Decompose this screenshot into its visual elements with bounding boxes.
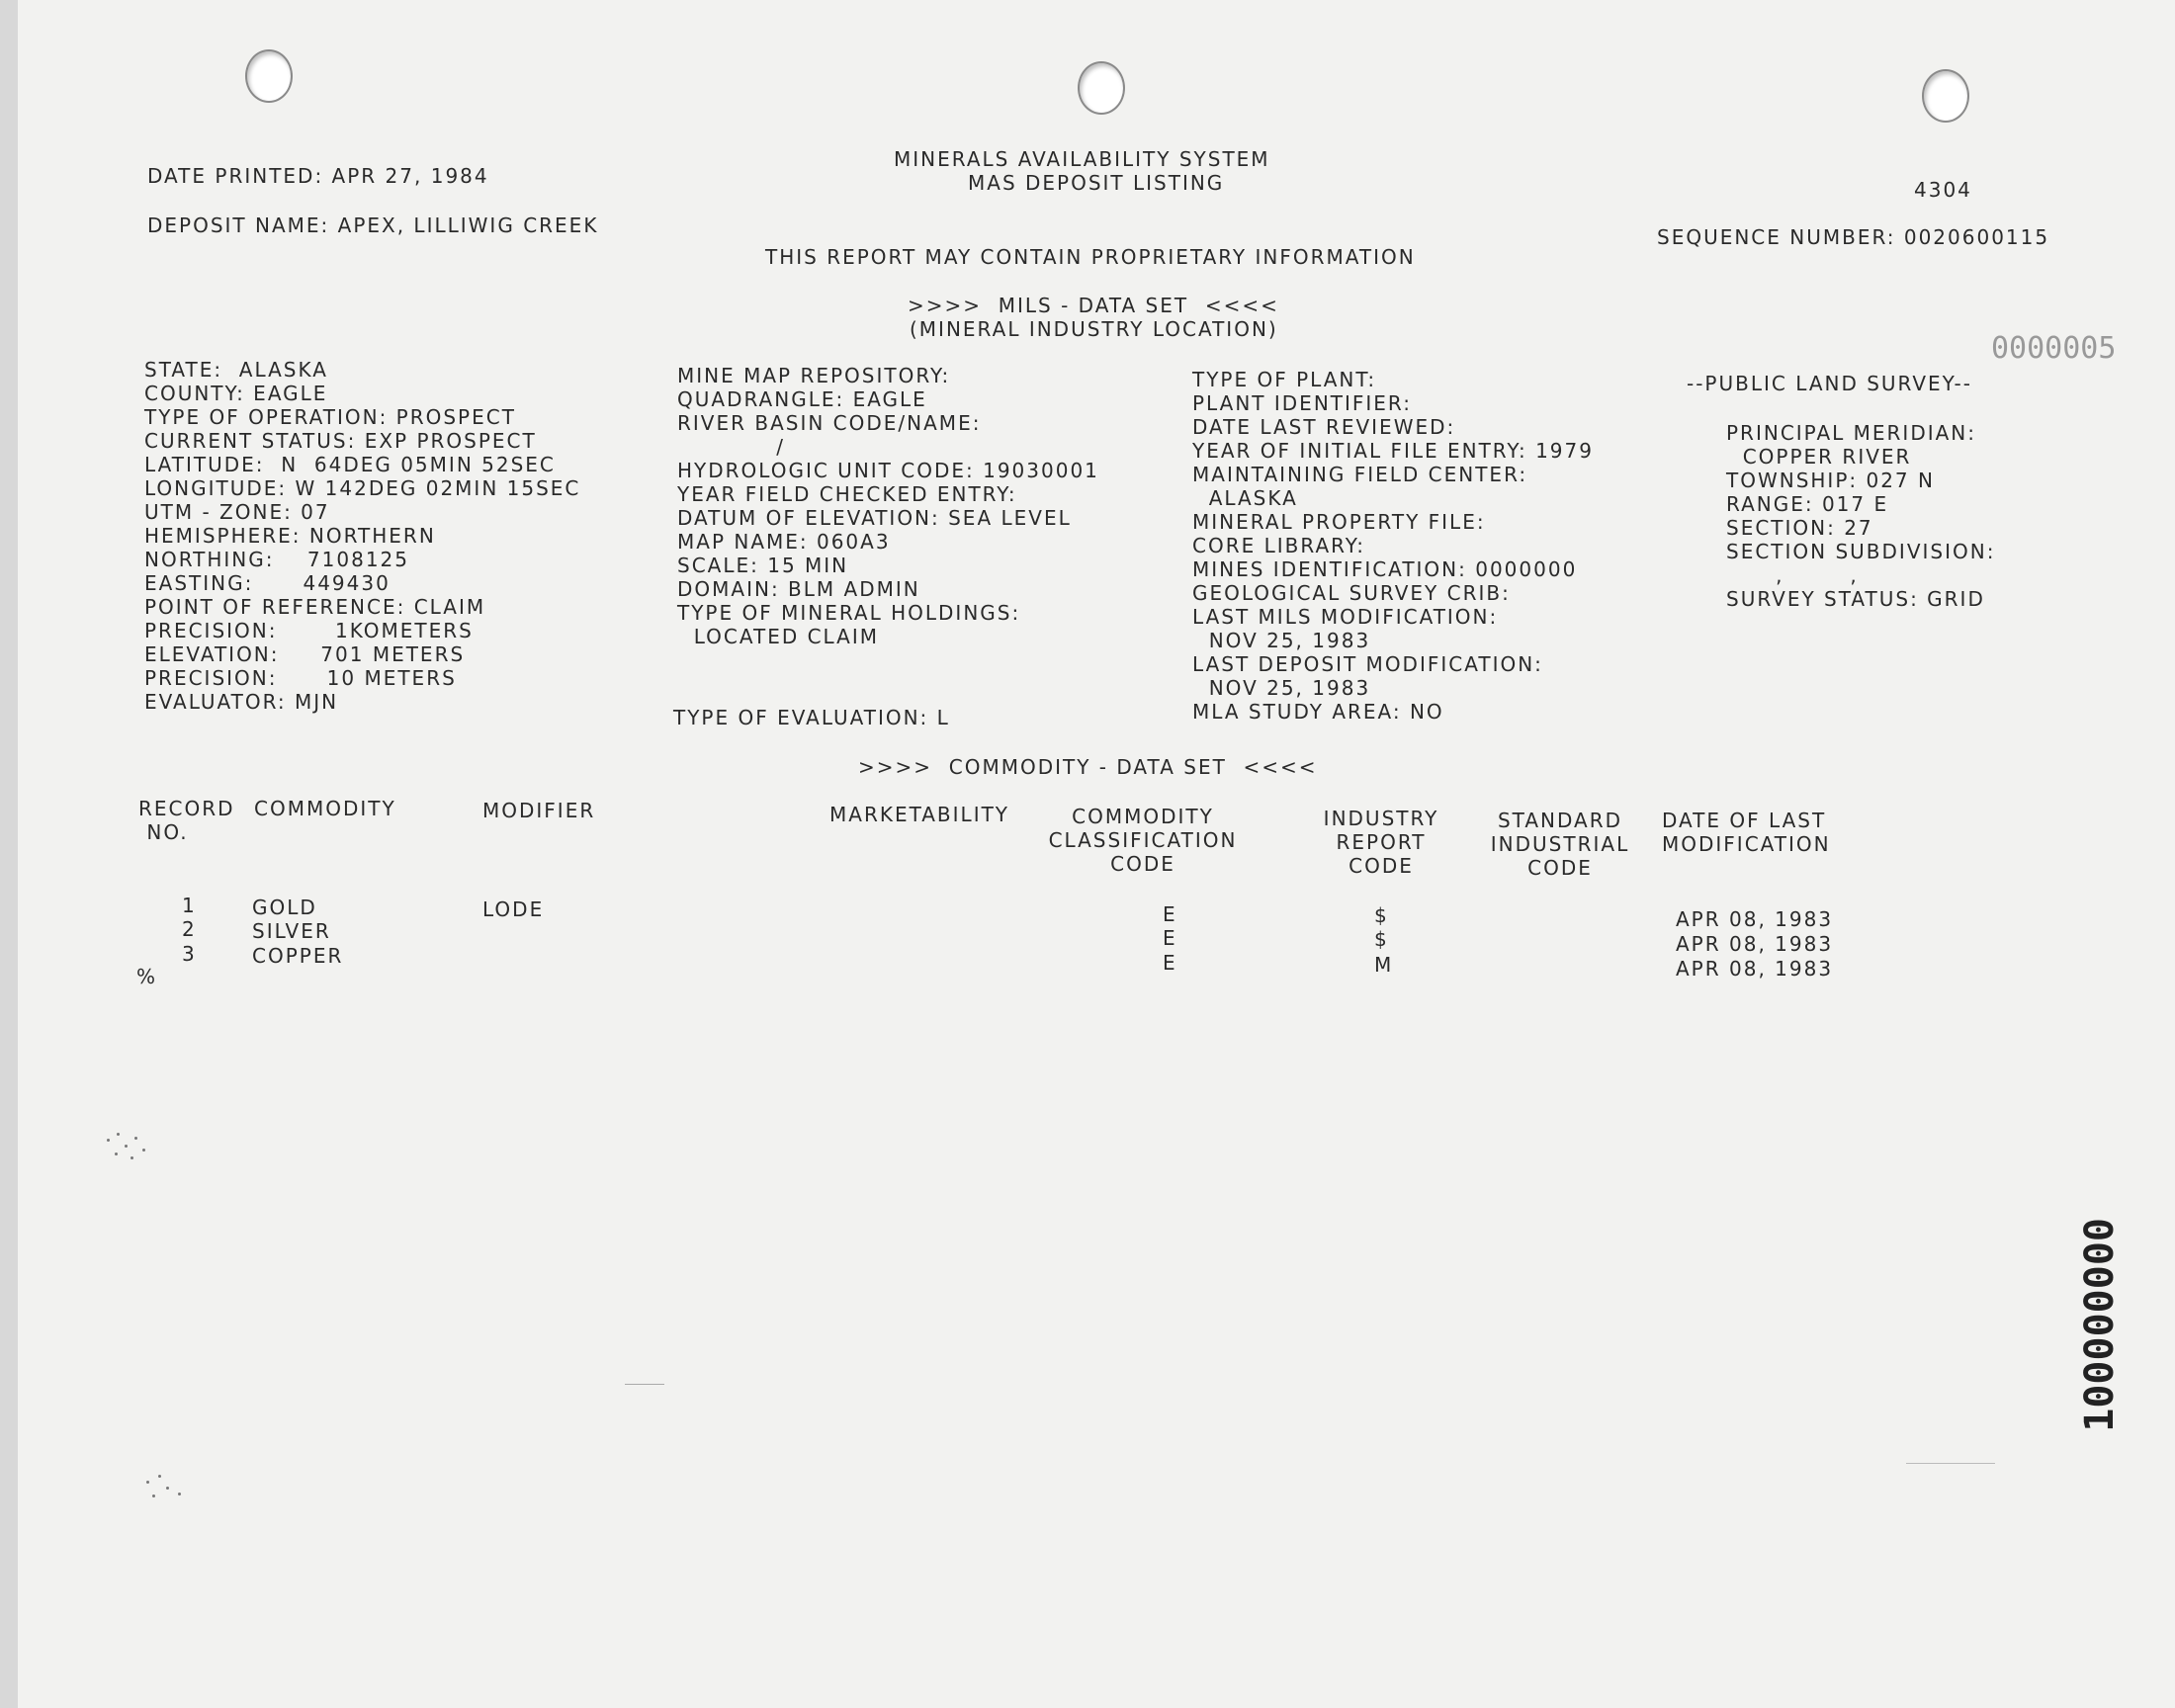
scan-smudge — [142, 1471, 202, 1510]
row-1-modifier: LODE — [482, 897, 545, 921]
date-printed: DATE PRINTED: APR 27, 1984 — [147, 164, 489, 188]
survey-title: --PUBLIC LAND SURVEY-- — [1687, 372, 1972, 395]
speck — [115, 1153, 118, 1155]
hemisphere-line: HEMISPHERE: NORTHERN — [144, 524, 436, 548]
header-marketability: MARKETABILITY — [829, 803, 1010, 826]
binder-hole-left — [245, 49, 293, 103]
scan-smudge — [103, 1127, 162, 1166]
county-line: COUNTY: EAGLE — [144, 382, 328, 405]
state-line: STATE: ALASKA — [144, 358, 328, 382]
map-column — [677, 364, 1099, 648]
survey-status-line: SURVEY STATUS: GRID — [1726, 587, 1985, 611]
operation-type-line: TYPE OF OPERATION: PROSPECT — [144, 405, 516, 429]
survey-column — [1726, 421, 1995, 611]
header-standard-industrial-code — [1471, 809, 1649, 880]
row-2-no: 2 — [182, 917, 197, 941]
point-of-reference-line: POINT OF REFERENCE: CLAIM — [144, 595, 486, 619]
domain-line: DOMAIN: BLM ADMIN — [677, 577, 920, 601]
header-date-of-last-modification — [1662, 809, 1831, 856]
easting-line: EASTING: 449430 — [144, 571, 391, 595]
sequence-number: SEQUENCE NUMBER: 0020600115 — [1657, 225, 2050, 249]
river-basin-line: RIVER BASIN CODE/NAME: — [677, 411, 982, 435]
row-1-no: 1 — [182, 894, 197, 917]
speck — [146, 1481, 149, 1484]
mils-title: >>>> MILS - DATA SET <<<< — [908, 294, 1279, 317]
longitude-line: LONGITUDE: W 142DEG 02MIN 15SEC — [144, 476, 581, 500]
row-2-date: APR 08, 1983 — [1676, 932, 1834, 956]
scale-line: SCALE: 15 MIN — [677, 554, 849, 577]
principal-meridian-line: PRINCIPAL MERIDIAN: — [1726, 421, 1977, 445]
mils-subtitle: (MINERAL INDUSTRY LOCATION) — [910, 317, 1278, 341]
header-date-line-1: DATE OF LAST — [1662, 809, 1827, 832]
scan-line — [1906, 1463, 1995, 1464]
current-status-line: CURRENT STATUS: EXP PROSPECT — [144, 429, 537, 453]
core-library-line: CORE LIBRARY: — [1192, 534, 1366, 557]
header-record-line-1: RECORD — [138, 797, 235, 820]
row-3-class-code: E — [1163, 951, 1177, 975]
evaluator-line: EVALUATOR: MJN — [144, 690, 339, 714]
date-last-reviewed-line: DATE LAST REVIEWED: — [1192, 415, 1456, 439]
header-classification-line-1: COMMODITY — [1072, 805, 1214, 828]
row-3-commodity: COPPER — [252, 944, 344, 968]
type-of-evaluation: TYPE OF EVALUATION: L — [673, 706, 950, 729]
mine-map-repository-line: MINE MAP REPOSITORY: — [677, 364, 951, 387]
elevation-precision-line: PRECISION: 10 METERS — [144, 666, 457, 690]
year-initial-entry-line: YEAR OF INITIAL FILE ENTRY: 1979 — [1192, 439, 1594, 463]
section-subdivision-line: SECTION SUBDIVISION: — [1726, 540, 1996, 563]
row-3-date: APR 08, 1983 — [1676, 957, 1834, 981]
row-1-industry-code: $ — [1374, 903, 1389, 927]
speck — [178, 1493, 181, 1495]
header-industry-code — [1307, 807, 1455, 878]
latitude-line: LATITUDE: N 64DEG 05MIN 52SEC — [144, 453, 556, 476]
last-deposit-modification-line: LAST DEPOSIT MODIFICATION: — [1192, 652, 1543, 676]
mla-study-area-line: MLA STUDY AREA: NO — [1192, 700, 1444, 724]
speck — [130, 1156, 133, 1159]
header-standard-line-1: STANDARD — [1497, 809, 1623, 832]
deposit-name: DEPOSIT NAME: APEX, LILLIWIG CREEK — [147, 214, 599, 237]
row-1-commodity: GOLD — [252, 896, 317, 919]
mineral-holdings-value-line: LOCATED CLAIM — [677, 625, 879, 648]
margin-mark-bottom-right-text: 100000000 — [2077, 1218, 2123, 1432]
header-classification-line-2: CLASSIFICATION — [1048, 828, 1238, 852]
last-mils-modification-date: NOV 25, 1983 — [1192, 629, 1371, 652]
geological-survey-crib-line: GEOLOGICAL SURVEY CRIB: — [1192, 581, 1511, 605]
row-2-industry-code: $ — [1374, 927, 1389, 951]
principal-meridian-value-line: COPPER RIVER — [1726, 445, 1912, 469]
speck — [166, 1487, 169, 1490]
river-basin-value-line: / — [677, 435, 786, 459]
header-record-no — [138, 797, 235, 844]
header-industry-line-1: INDUSTRY — [1323, 807, 1439, 830]
utm-zone-line: UTM - ZONE: 07 — [144, 500, 330, 524]
header-commodity: COMMODITY — [254, 797, 396, 820]
proprietary-notice: THIS REPORT MAY CONTAIN PROPRIETARY INFORMATION — [765, 245, 1416, 269]
margin-mark-bottom-right — [2078, 1218, 2122, 1432]
speck — [152, 1494, 155, 1497]
precision-line: PRECISION: 1KOMETERS — [144, 619, 474, 642]
margin-mark-top-right — [1991, 329, 2116, 369]
commodity-title: >>>> COMMODITY - DATA SET <<<< — [858, 755, 1318, 779]
mines-identification-line: MINES IDENTIFICATION: 0000000 — [1192, 557, 1578, 581]
header-industry-line-3: CODE — [1348, 854, 1414, 878]
row-3-no: 3 — [182, 942, 197, 966]
header-record-line-2: NO. — [138, 820, 189, 844]
section-subdivision-value-line: , , — [1726, 563, 1859, 587]
header-standard-line-2: INDUSTRIAL — [1490, 832, 1630, 856]
binder-hole-right — [1922, 69, 1969, 123]
row-3-industry-code: M — [1374, 953, 1394, 977]
speck — [117, 1133, 120, 1136]
type-of-plant-line: TYPE OF PLANT: — [1192, 368, 1377, 391]
elevation-line: ELEVATION: 701 METERS — [144, 642, 466, 666]
row-1-class-code: E — [1163, 902, 1177, 926]
field-center-line: MAINTAINING FIELD CENTER: — [1192, 463, 1528, 486]
margin-mark-top-right-text: 0000005 — [1991, 331, 2117, 366]
location-column — [144, 358, 580, 714]
header-standard-line-3: CODE — [1527, 856, 1593, 880]
range-line: RANGE: 017 E — [1726, 492, 1889, 516]
row-1-date: APR 08, 1983 — [1676, 907, 1834, 931]
mineral-property-file-line: MINERAL PROPERTY FILE: — [1192, 510, 1486, 534]
quadrangle-line: QUADRANGLE: EAGLE — [677, 387, 927, 411]
plant-identifier-line: PLANT IDENTIFIER: — [1192, 391, 1412, 415]
field-center-value-line: ALASKA — [1192, 486, 1298, 510]
header-modifier: MODIFIER — [482, 799, 596, 822]
page-code: 4304 — [1914, 178, 1972, 202]
section-line: SECTION: 27 — [1726, 516, 1873, 540]
map-name-line: MAP NAME: 060A3 — [677, 530, 891, 554]
system-title: MINERALS AVAILABILITY SYSTEM — [894, 147, 1270, 171]
document-page — [18, 0, 2175, 1708]
header-date-line-2: MODIFICATION — [1662, 832, 1831, 856]
header-industry-line-2: REPORT — [1336, 830, 1427, 854]
row-2-class-code: E — [1163, 926, 1177, 950]
datum-of-elevation-line: DATUM OF ELEVATION: SEA LEVEL — [677, 506, 1072, 530]
listing-title: MAS DEPOSIT LISTING — [968, 171, 1225, 195]
northing-line: NORTHING: 7108125 — [144, 548, 409, 571]
speck — [134, 1137, 137, 1140]
speck — [125, 1145, 128, 1148]
speck — [107, 1139, 110, 1142]
township-line: TOWNSHIP: 027 N — [1726, 469, 1935, 492]
binder-hole-center — [1078, 61, 1125, 115]
speck — [142, 1149, 145, 1152]
mineral-holdings-line: TYPE OF MINERAL HOLDINGS: — [677, 601, 1021, 625]
row-2-commodity: SILVER — [252, 919, 331, 943]
speck — [158, 1475, 161, 1478]
last-mils-modification-line: LAST MILS MODIFICATION: — [1192, 605, 1499, 629]
scan-line — [625, 1384, 664, 1385]
last-deposit-modification-date: NOV 25, 1983 — [1192, 676, 1371, 700]
year-field-checked-line: YEAR FIELD CHECKED ENTRY: — [677, 482, 1017, 506]
header-classification-code — [1029, 805, 1257, 876]
end-of-listing-mark: % — [136, 965, 158, 988]
hydrologic-unit-line: HYDROLOGIC UNIT CODE: 19030001 — [677, 459, 1099, 482]
plant-column — [1192, 368, 1594, 724]
header-classification-line-3: CODE — [1110, 852, 1175, 876]
